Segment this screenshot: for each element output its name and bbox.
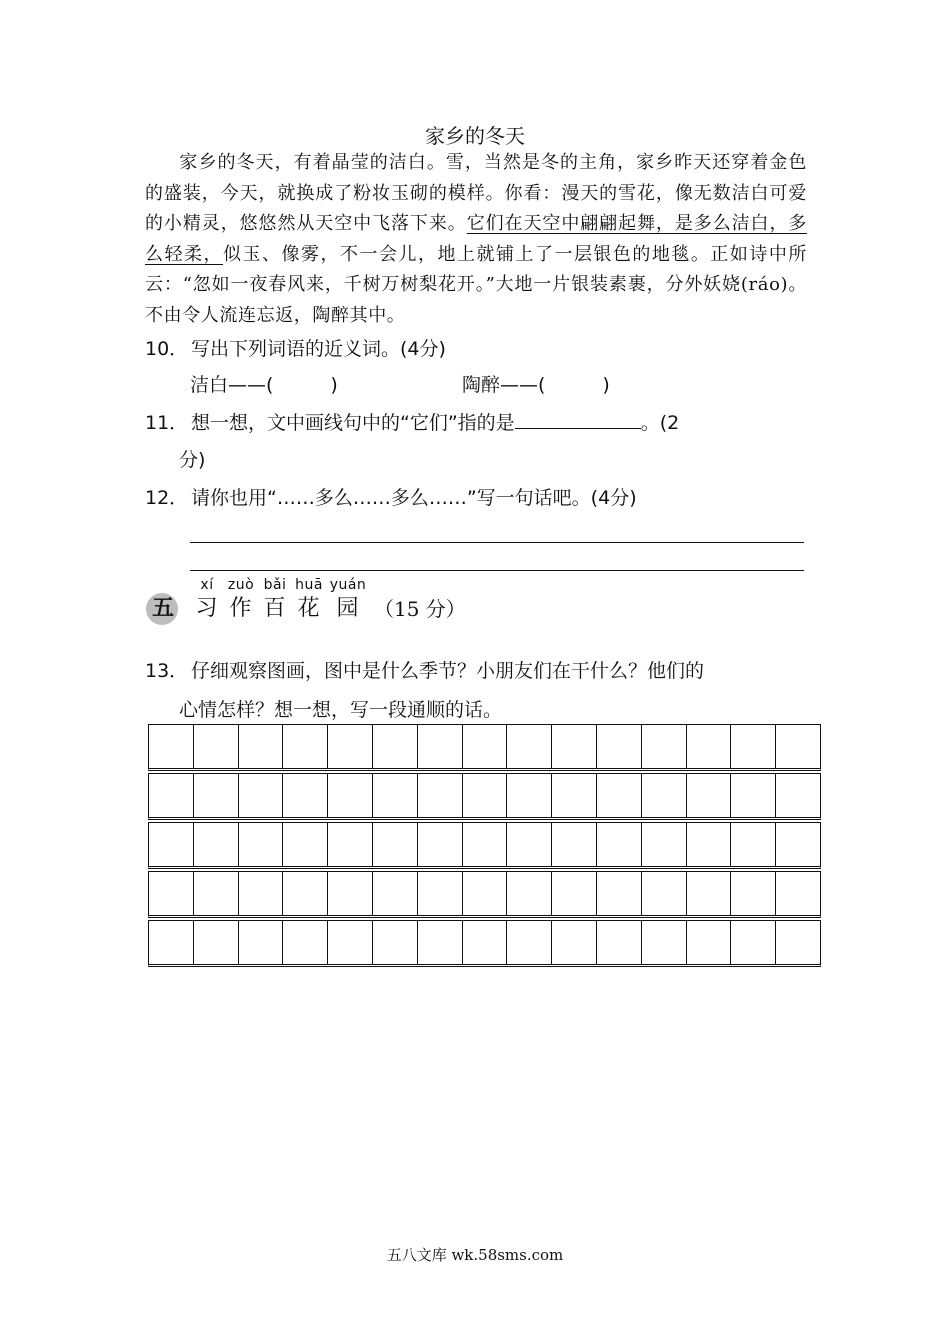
question-text-end: 。(2 xyxy=(640,412,680,434)
grid-cell[interactable] xyxy=(463,921,508,964)
grid-cell[interactable] xyxy=(283,872,328,915)
grid-cell[interactable] xyxy=(239,823,284,866)
grid-cell[interactable] xyxy=(597,774,642,817)
grid-cell[interactable] xyxy=(731,725,776,768)
grid-cell[interactable] xyxy=(597,823,642,866)
section-char-1: 习 xyxy=(195,596,219,621)
grid-cell[interactable] xyxy=(463,872,508,915)
section-number: 五 xyxy=(152,596,175,621)
grid-cell[interactable] xyxy=(194,774,239,817)
section-char-2: 作 xyxy=(229,596,253,621)
grid-cell[interactable] xyxy=(328,725,373,768)
grid-row xyxy=(148,724,821,771)
grid-cell[interactable] xyxy=(239,725,284,768)
grid-cell[interactable] xyxy=(283,921,328,964)
grid-cell[interactable] xyxy=(373,774,418,817)
grid-cell[interactable] xyxy=(552,774,597,817)
grid-cell[interactable] xyxy=(463,774,508,817)
footer-watermark: 五八文库 wk.58sms.com xyxy=(386,1246,564,1264)
grid-cell[interactable] xyxy=(149,725,194,768)
grid-cell[interactable] xyxy=(642,725,687,768)
grid-cell[interactable] xyxy=(687,774,732,817)
grid-cell[interactable] xyxy=(149,921,194,964)
writing-grid[interactable] xyxy=(148,724,821,969)
grid-cell[interactable] xyxy=(149,872,194,915)
grid-cell[interactable] xyxy=(776,725,820,768)
grid-cell[interactable] xyxy=(418,872,463,915)
section-char-5: 园 xyxy=(336,596,360,621)
grid-cell[interactable] xyxy=(418,774,463,817)
grid-cell[interactable] xyxy=(552,872,597,915)
grid-cell[interactable] xyxy=(149,823,194,866)
underlined-sentence: 它们在天空中翩翩起舞，是多么洁白，多么轻柔， xyxy=(145,213,807,265)
grid-cell[interactable] xyxy=(239,774,284,817)
grid-cell[interactable] xyxy=(687,823,732,866)
grid-cell[interactable] xyxy=(194,725,239,768)
grid-cell[interactable] xyxy=(642,823,687,866)
question-10 xyxy=(145,331,810,367)
synonym-item-2: 陶醉——( ) xyxy=(462,374,610,396)
section-title xyxy=(190,594,370,624)
question-text: 想一想，文中画线句中的“它们”指的是 xyxy=(191,412,515,434)
question-text: 仔细观察图画，图中是什么季节？小朋友们在干什么？他们的 xyxy=(191,660,705,682)
grid-cell[interactable] xyxy=(283,725,328,768)
grid-cell[interactable] xyxy=(194,872,239,915)
grid-cell[interactable] xyxy=(731,823,776,866)
grid-cell[interactable] xyxy=(463,725,508,768)
grid-cell[interactable] xyxy=(373,823,418,866)
grid-cell[interactable] xyxy=(776,921,820,964)
grid-cell[interactable] xyxy=(776,872,820,915)
grid-cell[interactable] xyxy=(597,921,642,964)
grid-cell[interactable] xyxy=(507,921,552,964)
grid-cell[interactable] xyxy=(328,823,373,866)
grid-row xyxy=(148,822,821,869)
grid-cell[interactable] xyxy=(373,725,418,768)
grid-cell[interactable] xyxy=(687,921,732,964)
question-number: 10． xyxy=(145,338,189,360)
question-text: 写出下列词语的近义词。(4分) xyxy=(191,338,446,360)
grid-cell[interactable] xyxy=(687,872,732,915)
section-char-4: 花 xyxy=(297,596,321,621)
grid-cell[interactable] xyxy=(418,725,463,768)
section-score: （15 分） xyxy=(374,597,466,621)
grid-cell[interactable] xyxy=(642,921,687,964)
grid-cell[interactable] xyxy=(642,872,687,915)
grid-cell[interactable] xyxy=(328,774,373,817)
pinyin-1: xí xyxy=(200,577,214,593)
grid-cell[interactable] xyxy=(463,823,508,866)
pinyin-5: yuán xyxy=(329,577,367,593)
passage-body xyxy=(145,148,807,331)
question-number: 13． xyxy=(145,660,189,682)
grid-cell[interactable] xyxy=(507,872,552,915)
passage-text-end: 似玉、像雾，不一会儿，地上就铺上了一层银色的地毯。正如诗中所云：“忽如一夜春风来，千树万树梨花开。”大地一片银装素裹，分外妖娆(ráo)。不由令人流连忘返，陶醉其中。 xyxy=(145,243,808,326)
answer-line-1[interactable] xyxy=(190,542,804,543)
question-number: 11． xyxy=(145,412,189,434)
passage-title: 家乡的冬天 xyxy=(425,124,525,148)
grid-row xyxy=(148,920,821,967)
grid-cell[interactable] xyxy=(776,823,820,866)
grid-cell[interactable] xyxy=(776,774,820,817)
grid-cell[interactable] xyxy=(239,872,284,915)
grid-cell[interactable] xyxy=(552,725,597,768)
question-text-cont: 心情怎样？想一想，写一段通顺的话。 xyxy=(179,699,503,721)
passage-text: 家乡的冬天，有着晶莹的洁白。雪，当然是冬的主角，家乡昨天还穿着金色的盛装，今天，就换成了粉妆玉砌的模样。你看：漫天的雪花，像无数洁白可爱的小精灵，悠悠然从天空中飞落下来。 xyxy=(145,152,807,234)
grid-cell[interactable] xyxy=(149,774,194,817)
grid-cell[interactable] xyxy=(328,872,373,915)
grid-cell[interactable] xyxy=(687,725,732,768)
grid-cell[interactable] xyxy=(552,823,597,866)
grid-cell[interactable] xyxy=(283,823,328,866)
pinyin-2: zuò xyxy=(227,577,255,593)
grid-cell[interactable] xyxy=(194,921,239,964)
question-13-cont xyxy=(145,692,810,728)
grid-cell[interactable] xyxy=(597,725,642,768)
question-13 xyxy=(145,653,810,689)
question-text-cont: 分) xyxy=(179,449,206,471)
grid-cell[interactable] xyxy=(418,823,463,866)
section-char-3: 百 xyxy=(263,596,287,621)
question-text: 请你也用“……多么……多么……”写一句话吧。(4分) xyxy=(191,487,637,509)
grid-cell[interactable] xyxy=(731,872,776,915)
grid-cell[interactable] xyxy=(642,774,687,817)
pinyin-4: huā xyxy=(295,577,323,593)
grid-row xyxy=(148,773,821,820)
grid-cell[interactable] xyxy=(597,872,642,915)
grid-cell[interactable] xyxy=(507,774,552,817)
grid-cell[interactable] xyxy=(239,921,284,964)
grid-cell[interactable] xyxy=(328,921,373,964)
grid-cell[interactable] xyxy=(194,823,239,866)
answer-line-2[interactable] xyxy=(190,570,804,571)
section-pinyin xyxy=(190,576,370,594)
synonym-item-1: 洁白——( ) xyxy=(190,374,338,396)
answer-blank[interactable] xyxy=(515,408,641,429)
grid-cell[interactable] xyxy=(283,774,328,817)
question-11 xyxy=(145,405,810,441)
question-12 xyxy=(145,480,810,516)
grid-cell[interactable] xyxy=(373,872,418,915)
grid-cell[interactable] xyxy=(731,774,776,817)
grid-cell[interactable] xyxy=(507,823,552,866)
grid-cell[interactable] xyxy=(731,921,776,964)
grid-cell[interactable] xyxy=(373,921,418,964)
section-5-header xyxy=(146,576,486,628)
pinyin-3: bǎi xyxy=(263,577,287,593)
grid-row xyxy=(148,871,821,918)
grid-cell[interactable] xyxy=(552,921,597,964)
question-number: 12． xyxy=(145,487,189,509)
grid-cell[interactable] xyxy=(507,725,552,768)
question-11-cont xyxy=(145,442,810,478)
grid-cell[interactable] xyxy=(418,921,463,964)
